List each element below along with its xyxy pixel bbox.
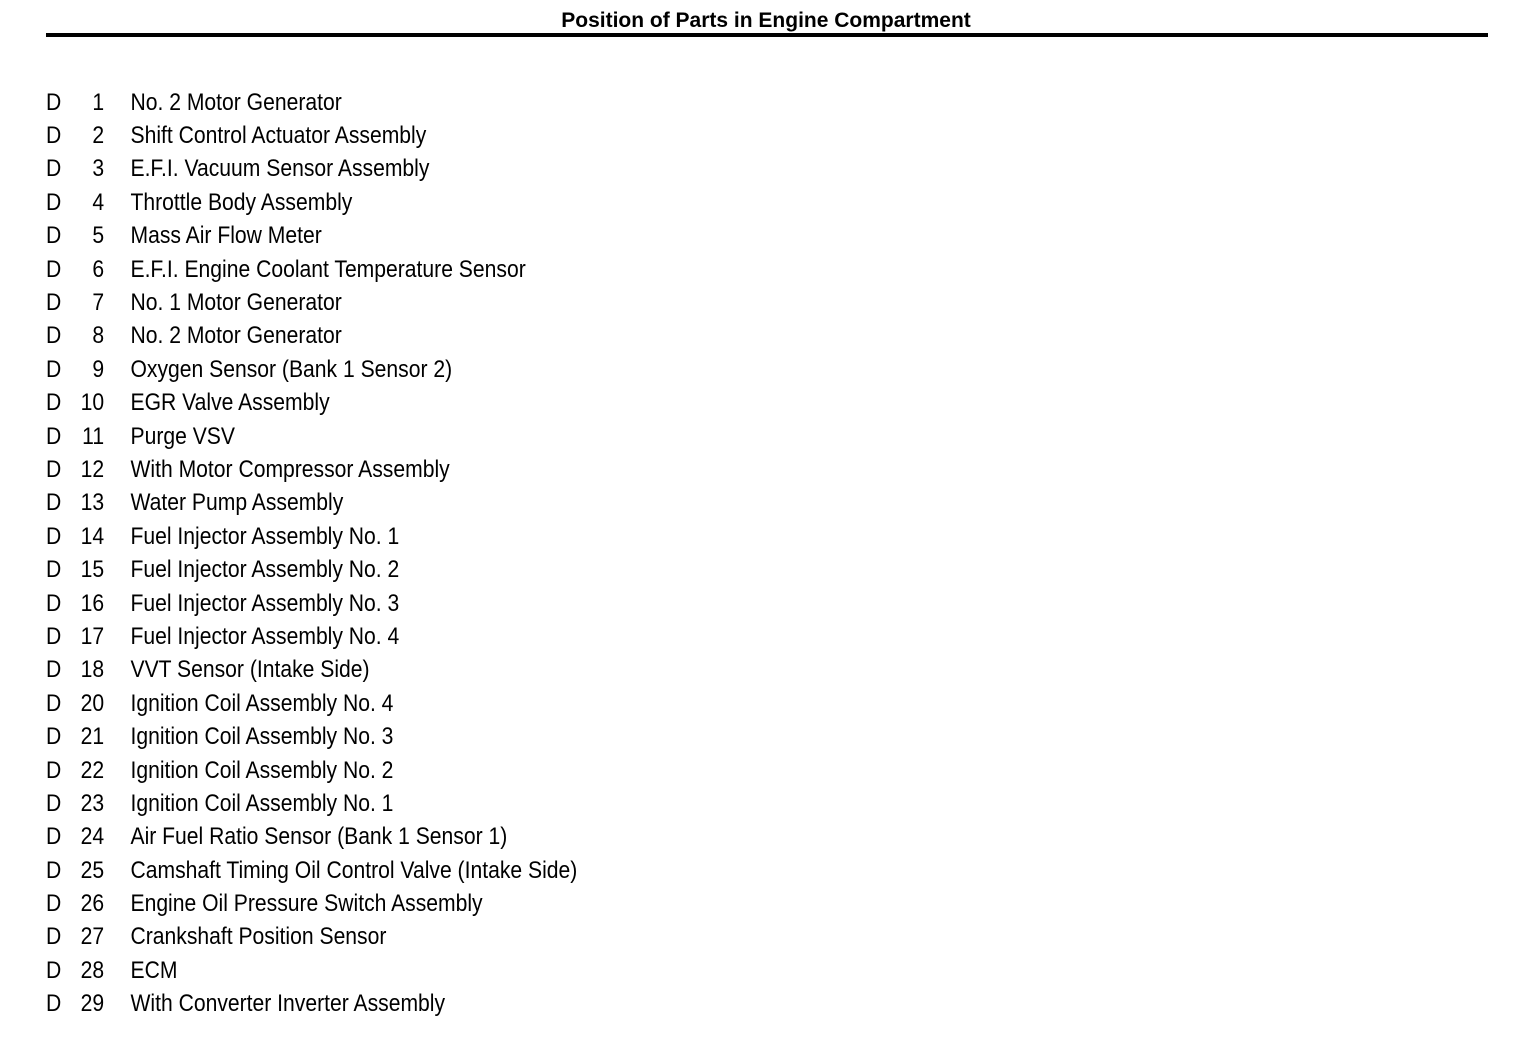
part-row bbox=[46, 754, 577, 787]
part-number: 9 bbox=[92, 355, 105, 383]
part-number: 29 bbox=[80, 990, 105, 1018]
part-name: EGR Valve Assembly bbox=[130, 389, 330, 417]
part-name: No. 1 Motor Generator bbox=[130, 289, 342, 317]
part-name: Ignition Coil Assembly No. 2 bbox=[130, 756, 394, 784]
part-prefix: D bbox=[46, 622, 62, 650]
part-row bbox=[46, 353, 577, 386]
part-prefix: D bbox=[46, 956, 62, 984]
part-number: 17 bbox=[80, 622, 105, 650]
part-prefix: D bbox=[46, 856, 62, 884]
part-prefix: D bbox=[46, 455, 62, 483]
part-prefix: D bbox=[46, 522, 62, 550]
part-name: Fuel Injector Assembly No. 2 bbox=[130, 556, 400, 584]
part-number: 20 bbox=[80, 689, 105, 717]
part-prefix: D bbox=[46, 756, 62, 784]
part-prefix: D bbox=[46, 890, 62, 918]
part-row bbox=[46, 420, 577, 453]
part-prefix: D bbox=[46, 155, 62, 183]
part-name: ECM bbox=[130, 956, 178, 984]
part-prefix: D bbox=[46, 489, 62, 517]
part-row bbox=[46, 453, 577, 486]
part-number: 16 bbox=[80, 589, 105, 617]
part-number: 21 bbox=[80, 723, 105, 751]
part-row bbox=[46, 320, 577, 353]
title-divider bbox=[46, 33, 1488, 37]
part-prefix: D bbox=[46, 188, 62, 216]
part-prefix: D bbox=[46, 422, 62, 450]
part-number: 22 bbox=[80, 756, 105, 784]
part-row bbox=[46, 86, 577, 119]
part-number: 3 bbox=[92, 155, 105, 183]
part-row bbox=[46, 620, 577, 653]
part-prefix: D bbox=[46, 556, 62, 584]
part-number: 12 bbox=[80, 455, 105, 483]
part-name: With Motor Compressor Assembly bbox=[130, 455, 450, 483]
part-row bbox=[46, 220, 577, 253]
part-number: 24 bbox=[80, 823, 105, 851]
part-row bbox=[46, 687, 577, 720]
part-number: 15 bbox=[80, 556, 105, 584]
part-row bbox=[46, 487, 577, 520]
part-number: 18 bbox=[80, 656, 105, 684]
part-name: Oxygen Sensor (Bank 1 Sensor 2) bbox=[130, 355, 453, 383]
part-name: With Converter Inverter Assembly bbox=[130, 990, 446, 1018]
part-number: 28 bbox=[80, 956, 105, 984]
part-row bbox=[46, 654, 577, 687]
part-prefix: D bbox=[46, 990, 62, 1018]
part-prefix: D bbox=[46, 289, 62, 317]
part-number: 13 bbox=[80, 489, 105, 517]
part-row bbox=[46, 787, 577, 820]
part-prefix: D bbox=[46, 589, 62, 617]
part-row bbox=[46, 253, 577, 286]
part-prefix: D bbox=[46, 823, 62, 851]
part-name: Engine Oil Pressure Switch Assembly bbox=[130, 890, 483, 918]
part-number: 27 bbox=[80, 923, 105, 951]
part-name: Ignition Coil Assembly No. 3 bbox=[130, 723, 394, 751]
part-number: 1 bbox=[92, 88, 105, 116]
part-name: Fuel Injector Assembly No. 3 bbox=[130, 589, 400, 617]
part-name: Shift Control Actuator Assembly bbox=[130, 122, 427, 150]
part-prefix: D bbox=[46, 122, 62, 150]
part-number: 6 bbox=[92, 255, 105, 283]
part-name: Air Fuel Ratio Sensor (Bank 1 Sensor 1) bbox=[130, 823, 508, 851]
parts-list bbox=[46, 86, 650, 1021]
part-prefix: D bbox=[46, 222, 62, 250]
part-row bbox=[46, 988, 577, 1021]
part-prefix: D bbox=[46, 88, 62, 116]
part-prefix: D bbox=[46, 322, 62, 350]
part-row bbox=[46, 720, 577, 753]
part-name: Crankshaft Position Sensor bbox=[130, 923, 387, 951]
part-prefix: D bbox=[46, 689, 62, 717]
part-number: 11 bbox=[82, 422, 105, 450]
part-number: 23 bbox=[80, 789, 105, 817]
part-number: 25 bbox=[80, 856, 105, 884]
part-name: No. 2 Motor Generator bbox=[130, 322, 342, 350]
part-row bbox=[46, 553, 577, 586]
part-name: E.F.I. Vacuum Sensor Assembly bbox=[130, 155, 430, 183]
part-row bbox=[46, 921, 577, 954]
part-row bbox=[46, 587, 577, 620]
part-name: Fuel Injector Assembly No. 4 bbox=[130, 622, 400, 650]
part-prefix: D bbox=[46, 255, 62, 283]
part-prefix: D bbox=[46, 923, 62, 951]
part-name: Camshaft Timing Oil Control Valve (Intake Side) bbox=[130, 856, 578, 884]
part-row bbox=[46, 854, 577, 887]
part-row bbox=[46, 186, 577, 219]
part-prefix: D bbox=[46, 389, 62, 417]
part-row bbox=[46, 286, 577, 319]
part-name: Mass Air Flow Meter bbox=[130, 222, 322, 250]
part-prefix: D bbox=[46, 656, 62, 684]
part-name: Ignition Coil Assembly No. 1 bbox=[130, 789, 394, 817]
part-prefix: D bbox=[46, 355, 62, 383]
part-name: E.F.I. Engine Coolant Temperature Sensor bbox=[130, 255, 526, 283]
part-number: 10 bbox=[80, 389, 105, 417]
part-number: 26 bbox=[80, 890, 105, 918]
part-prefix: D bbox=[46, 789, 62, 817]
part-name: VVT Sensor (Intake Side) bbox=[130, 656, 370, 684]
part-number: 2 bbox=[92, 122, 105, 150]
part-name: Water Pump Assembly bbox=[130, 489, 344, 517]
part-row bbox=[46, 887, 577, 920]
part-number: 5 bbox=[92, 222, 105, 250]
part-row bbox=[46, 821, 577, 854]
part-name: No. 2 Motor Generator bbox=[130, 88, 342, 116]
part-number: 7 bbox=[92, 289, 105, 317]
part-row bbox=[46, 153, 577, 186]
part-name: Fuel Injector Assembly No. 1 bbox=[130, 522, 400, 550]
part-name: Throttle Body Assembly bbox=[130, 188, 353, 216]
part-name: Ignition Coil Assembly No. 4 bbox=[130, 689, 394, 717]
part-prefix: D bbox=[46, 723, 62, 751]
part-row bbox=[46, 119, 577, 152]
page-title: Position of Parts in Engine Compartment bbox=[561, 9, 971, 32]
part-number: 8 bbox=[92, 322, 105, 350]
part-row bbox=[46, 387, 577, 420]
part-row bbox=[46, 954, 577, 987]
part-row bbox=[46, 520, 577, 553]
part-number: 4 bbox=[92, 188, 105, 216]
part-name: Purge VSV bbox=[130, 422, 235, 450]
part-number: 14 bbox=[80, 522, 105, 550]
